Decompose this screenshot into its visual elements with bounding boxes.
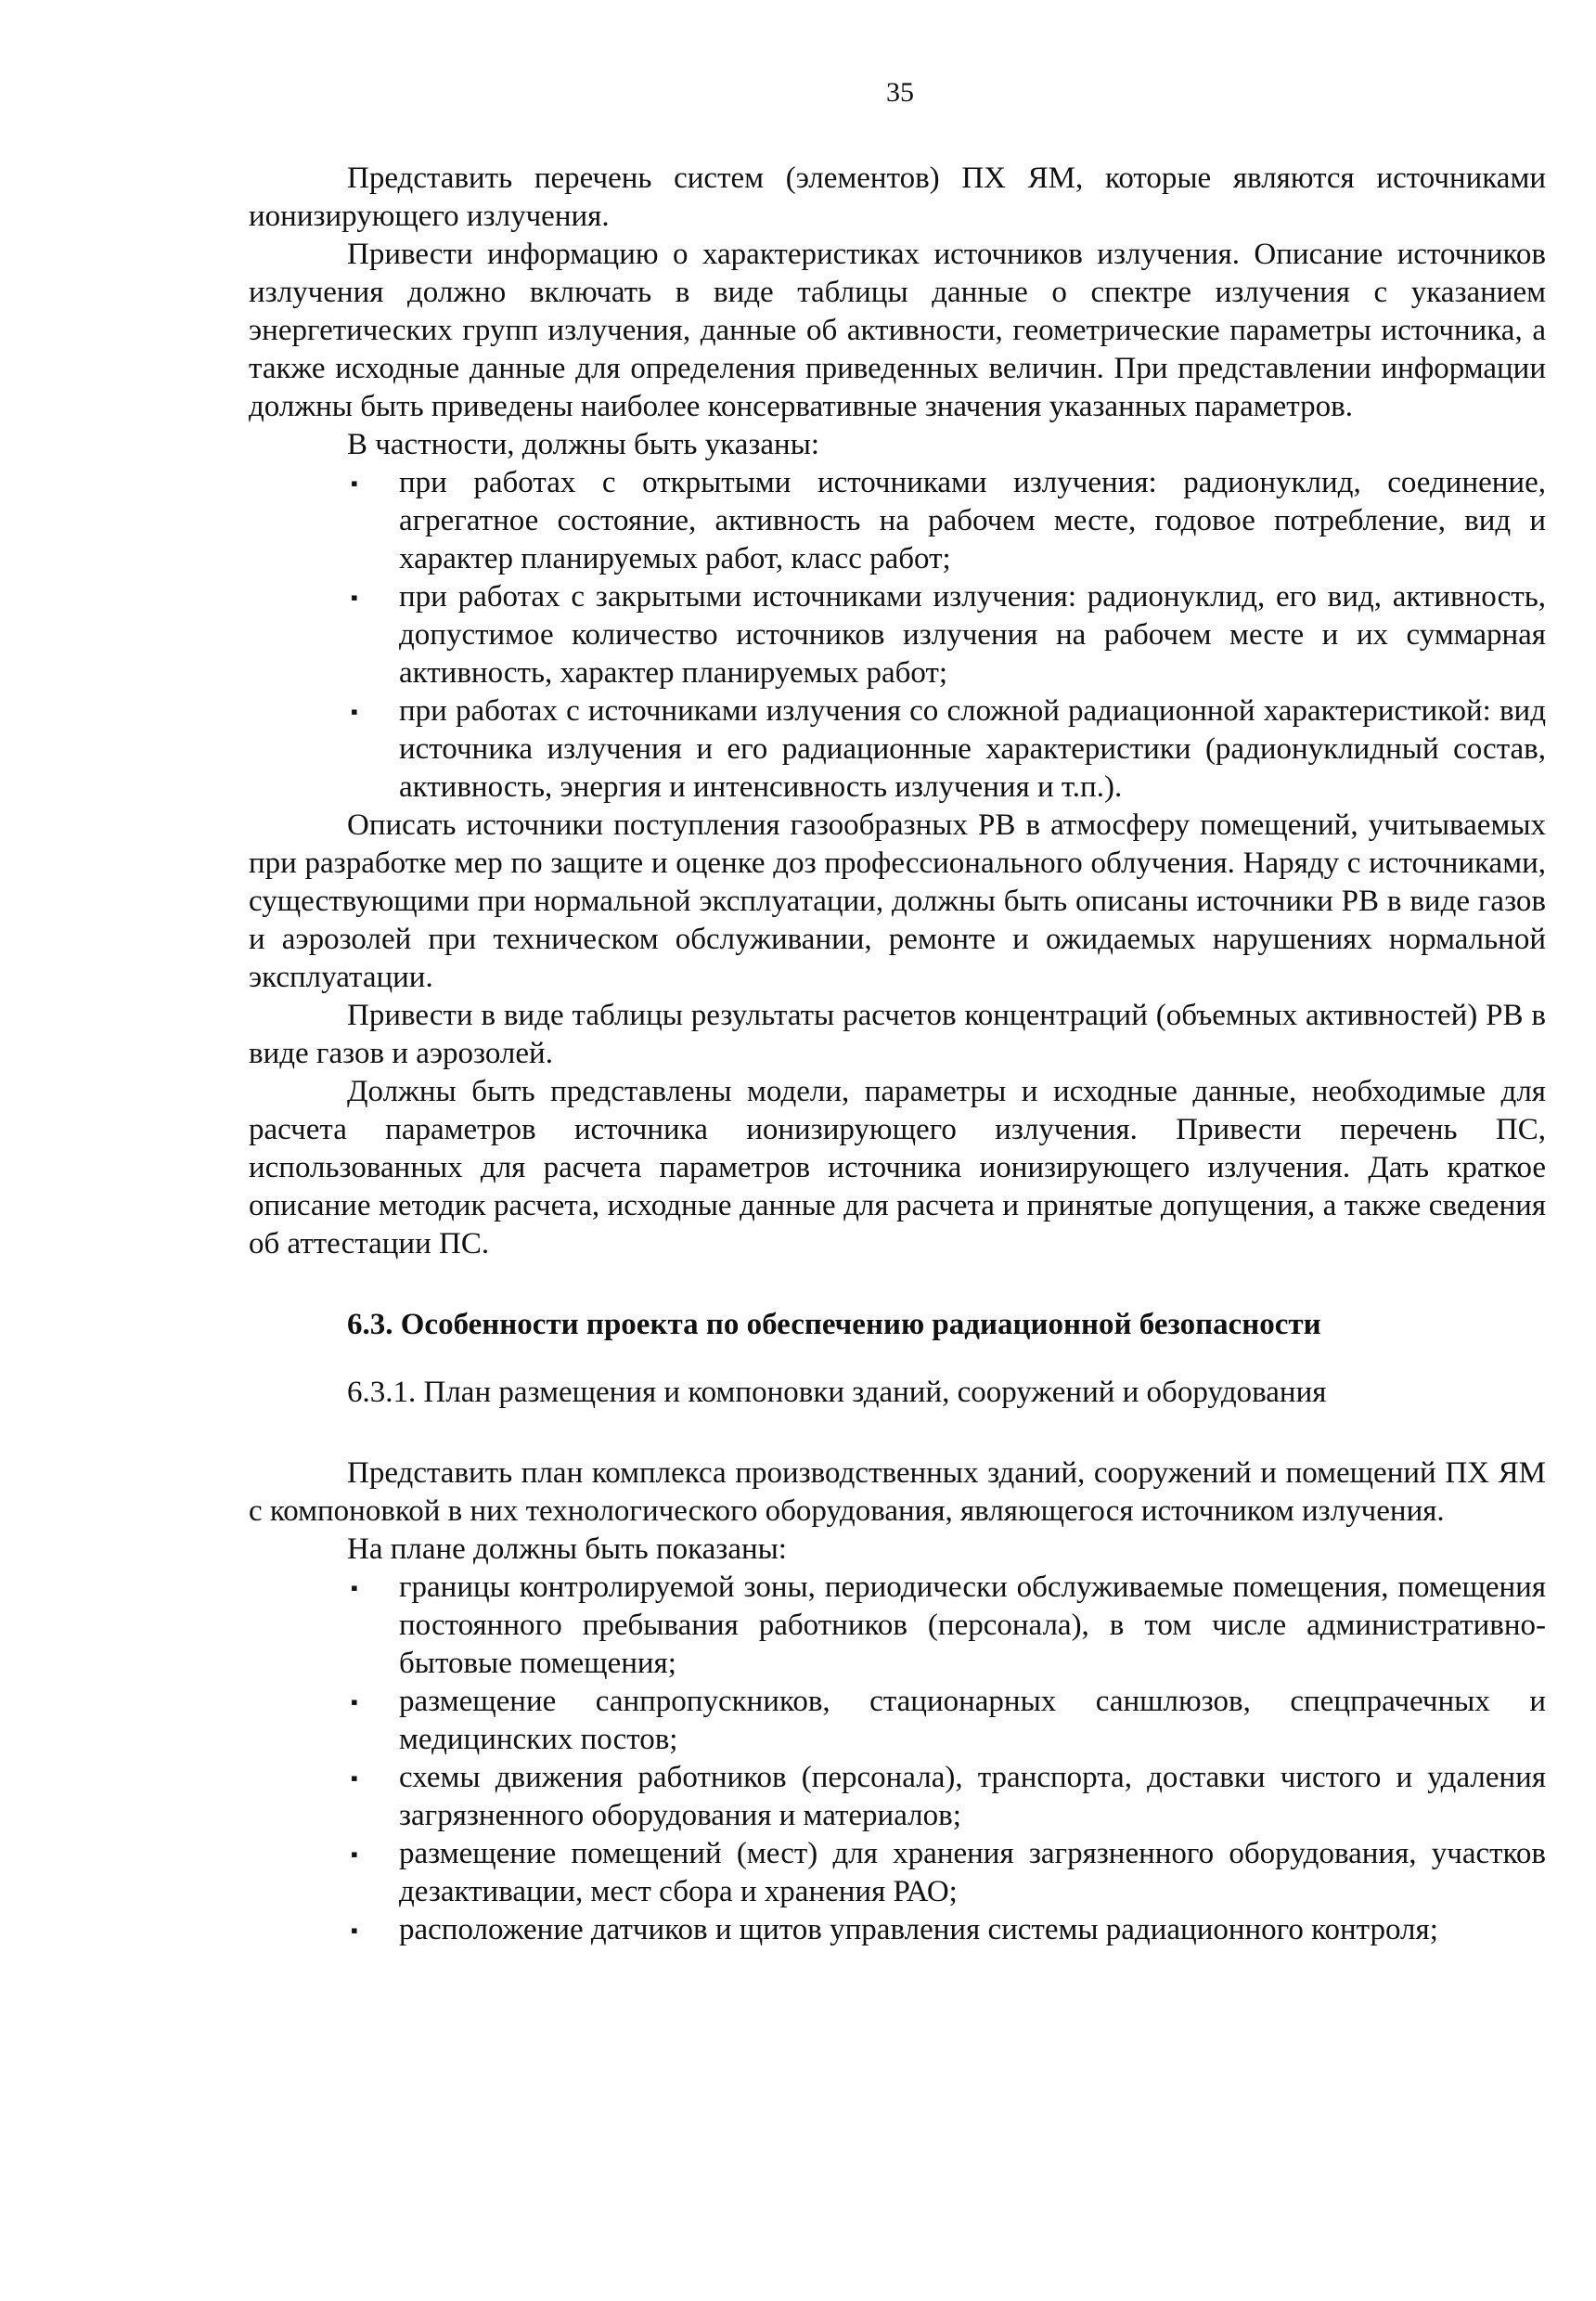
list-item-text: схемы движения работников (персонала), транспорта, доставки чистого и удаления загрязненного оборудования и материалов; xyxy=(399,1761,1546,1832)
list-item xyxy=(249,1759,1546,1835)
paragraph: Привести в виде таблицы результаты расчетов концентраций (объемных активностей) РВ в виде газов и аэрозолей. xyxy=(249,999,1546,1070)
list-item xyxy=(249,464,1546,578)
page-number: 35 xyxy=(886,77,914,108)
bullet-list-sources xyxy=(249,464,1546,807)
document-body xyxy=(249,160,1546,1949)
bullet-icon: ▪ xyxy=(351,1690,358,1713)
paragraph: Представить перечень систем (элементов) ПХ ЯМ, которые являются источниками ионизирующего излучения. xyxy=(249,162,1546,233)
list-item xyxy=(249,1911,1546,1949)
paragraph: На плане должны быть показаны: xyxy=(347,1532,787,1566)
list-item xyxy=(249,1683,1546,1759)
list-item-text: при работах с источниками излучения со сложной радиационной характеристикой: вид источника излучения и его радиационные характеристики (радионуклидный состав, активность, энергия и интенсивность излучения и т.п.). xyxy=(399,694,1546,804)
paragraph: Привести информацию о характеристиках источников излучения. Описание источников излучения должно включать в виде таблицы данные о спектре излучения с указанием энергетических групп излучения, данные об активности, геометрические параметры источника, а также исходные данные для определения приведенных величин. При представлении информации должны быть приведены наиболее консервативные значения указанных параметров. xyxy=(249,238,1546,423)
subsection-title: 6.3.1. План размещения и компоновки зданий, сооружений и оборудования xyxy=(347,1376,1327,1409)
bullet-icon: ▪ xyxy=(351,700,358,723)
spacer xyxy=(249,1412,1546,1454)
list-item-text: при работах с закрытыми источниками излучения: радионуклид, его вид, активность, допустимое количество источников излучения на рабочем месте и их суммарная активность, характер планируемых работ; xyxy=(399,580,1546,690)
list-item-text: при работах с открытыми источниками излучения: радионуклид, соединение, агрегатное состояние, активность на рабочем месте, годовое потребление, вид и характер планируемых работ, класс работ; xyxy=(399,466,1546,575)
bullet-icon: ▪ xyxy=(351,1842,358,1866)
bullet-icon: ▪ xyxy=(351,586,358,609)
list-item xyxy=(249,578,1546,692)
list-item-text: размещение помещений (мест) для хранения загрязненного оборудования, участков дезактивации, мест сбора и хранения РАО; xyxy=(399,1837,1546,1908)
bullet-list-plan xyxy=(249,1569,1546,1949)
list-item-text: границы контролируемой зоны, периодически обслуживаемые помещения, помещения постоянного пребывания работников (персонала), в том числе административно-бытовые помещения; xyxy=(399,1571,1546,1680)
bullet-icon: ▪ xyxy=(351,472,358,495)
spacer xyxy=(249,1344,1546,1374)
bullet-icon: ▪ xyxy=(351,1576,358,1599)
paragraph: Описать источники поступления газообразных РВ в атмосферу помещений, учитываемых при разработке мер по защите и оценке доз профессионального облучения. Наряду с источниками, существующими при нормальной эксплуатации, должны быть описаны источники РВ в виде газов и аэрозолей при техническом обслуживании, ремонте и ожидаемых нарушениях нормальной эксплуатации. xyxy=(249,808,1546,994)
list-item xyxy=(249,1835,1546,1911)
list-item xyxy=(249,692,1546,807)
paragraph: Должны быть представлены модели, параметры и исходные данные, необходимые для расчета параметров источника ионизирующего излучения. Привести перечень ПС, использованных для расчета параметров источника ионизирующего излучения. Дать краткое описание методик расчета, исходные данные для расчета и принятые допущения, а также сведения об аттестации ПС. xyxy=(249,1075,1546,1260)
paragraph: Представить план комплекса производственных зданий, сооружений и помещений ПХ ЯМ с компоновкой в них технологического оборудования, являющегося источником излучения. xyxy=(249,1456,1546,1528)
bullet-icon: ▪ xyxy=(351,1919,358,1942)
list-item-text: размещение санпропускников, стационарных саншлюзов, спецпрачечных и медицинских постов; xyxy=(399,1685,1546,1756)
section-title: 6.3. Особенности проекта по обеспечению радиационной безопасности xyxy=(347,1308,1321,1341)
spacer xyxy=(249,1263,1546,1306)
list-item xyxy=(249,1569,1546,1683)
list-item-text: расположение датчиков и щитов управления системы радиационного контроля; xyxy=(399,1913,1438,1946)
bullet-icon: ▪ xyxy=(351,1766,358,1790)
paragraph: В частности, должны быть указаны: xyxy=(347,428,820,461)
